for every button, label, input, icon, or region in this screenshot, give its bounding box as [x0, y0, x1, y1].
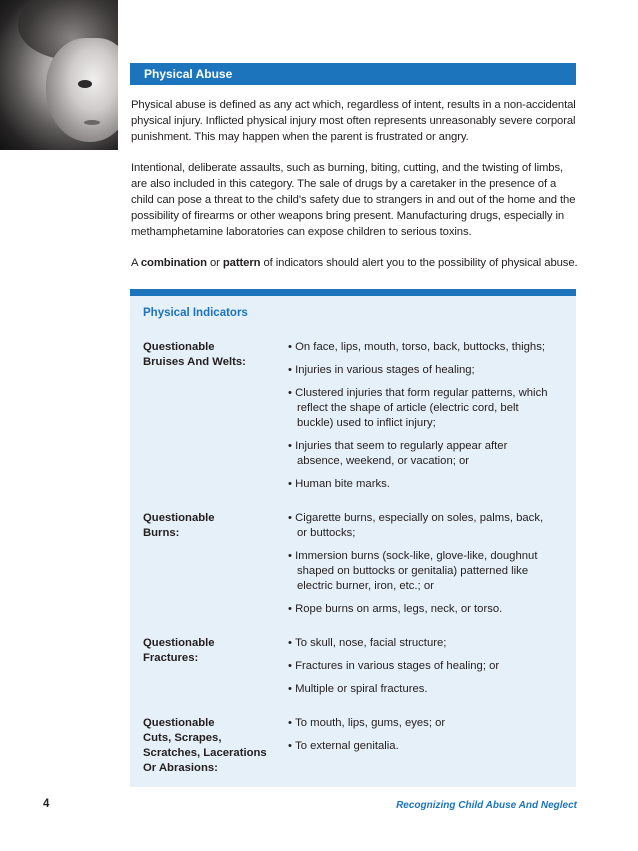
- category-items-bruises: [288, 340, 556, 500]
- category-label-cuts: Questionable Cuts, Scrapes, Scratches, Lacerations Or Abrasions:: [143, 717, 267, 774]
- photo-face: [46, 38, 118, 142]
- physical-indicators-panel: [130, 289, 576, 787]
- section-title: Physical Abuse: [130, 63, 576, 85]
- intro-paragraph-1: Physical abuse is defined as any act which, regardless of intent, results in a non-accidental physical injury. Inflicted physical injury most often represents unreasonably severe corporal punishment. This may happen when the parent is frustrated or angry.: [131, 99, 576, 143]
- intro-p3-bold-pattern: pattern: [222, 257, 261, 269]
- list-item: • Injuries that seem to regularly appear after absence, weekend, or vacation; or: [288, 439, 556, 469]
- list-item: • Rope burns on arms, legs, neck, or torso.: [288, 602, 556, 617]
- list-item: • Human bite marks.: [288, 477, 556, 492]
- list-item: • Cigarette burns, especially on soles, palms, back, or buttocks;: [288, 511, 556, 541]
- list-item: • To external genitalia.: [288, 739, 556, 754]
- list-item: • Injuries in various stages of healing;: [288, 363, 556, 378]
- category-items-cuts: [288, 716, 556, 762]
- list-item: • Clustered injuries that form regular patterns, which reflect the shape of article (electric cord, belt buckle) used to inflict injury;: [288, 386, 556, 431]
- category-items-fractures: [288, 636, 556, 705]
- category-label-bruises: Questionable Bruises And Welts:: [143, 341, 246, 368]
- category-label-fractures: Questionable Fractures:: [143, 637, 215, 664]
- photo-eye: [78, 80, 92, 88]
- running-footer-title: Recognizing Child Abuse And Neglect: [396, 800, 577, 811]
- list-item: • Fractures in various stages of healing; or: [288, 659, 556, 674]
- category-label-burns: Questionable Burns:: [143, 512, 215, 539]
- list-item: • Immersion burns (sock-like, glove-like, doughnut shaped on buttocks or genitalia) patterned like electric burner, iron, etc.; or: [288, 549, 556, 594]
- photo-mouth: [84, 120, 100, 125]
- page-number: 4: [43, 798, 50, 810]
- baby-photo: [0, 0, 118, 150]
- panel-title: Physical Indicators: [143, 307, 248, 319]
- list-item: • To skull, nose, facial structure;: [288, 636, 556, 651]
- list-item: • Multiple or spiral fractures.: [288, 682, 556, 697]
- list-item: • On face, lips, mouth, torso, back, buttocks, thighs;: [288, 340, 556, 355]
- intro-paragraph-3: [131, 255, 579, 271]
- intro-p3-middle: or: [206, 257, 223, 269]
- category-items-burns: [288, 511, 556, 625]
- intro-p3-after: of indicators should alert you to the possibility of physical abuse.: [260, 257, 578, 269]
- intro-p3-before: A: [131, 257, 141, 269]
- intro-text: [131, 97, 579, 286]
- intro-paragraph-2: Intentional, deliberate assaults, such as burning, biting, cutting, and the twisting of limbs, are also included in this category. The sale of drugs by a caretaker in the presence of a child can pose a threat to the child's safety due to strangers in and out of the home and the possibility of firearms or other weapons bring present. Manufacturing drugs, especially in methamphetamine laboratories can expose children to serious toxins.: [131, 162, 576, 238]
- intro-p3-bold-combination: combination: [140, 257, 207, 269]
- list-item: • To mouth, lips, gums, eyes; or: [288, 716, 556, 731]
